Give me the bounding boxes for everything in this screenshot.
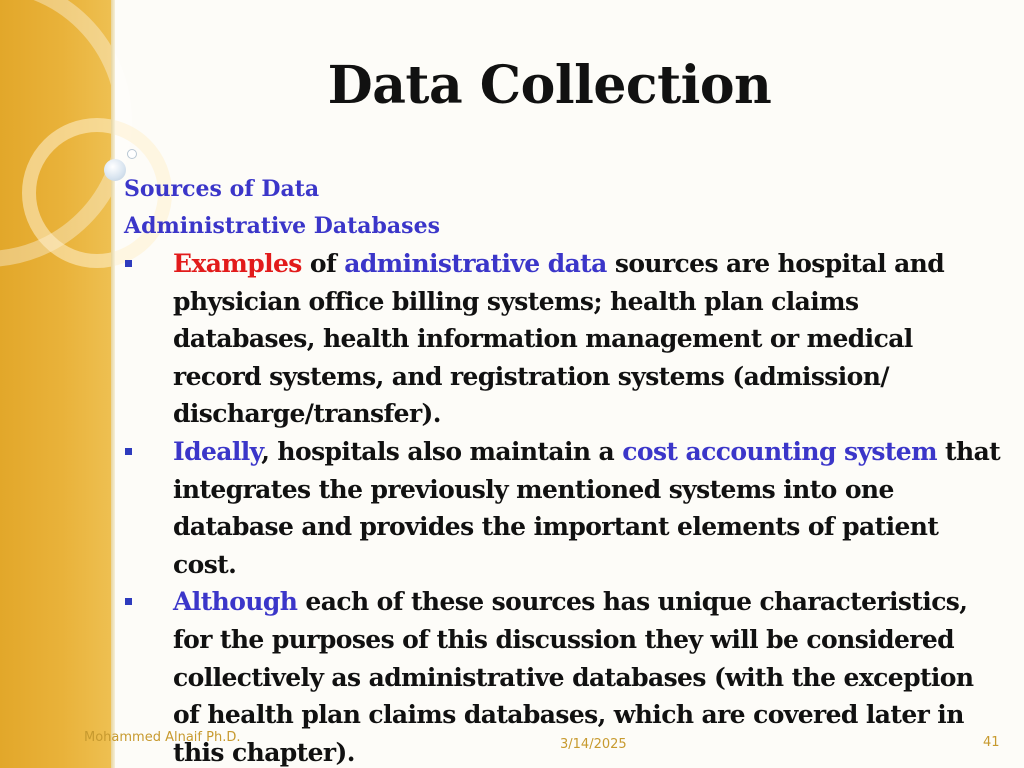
slide-title: Data Collection: [327, 55, 772, 116]
decorative-small-circle-icon: [127, 149, 137, 159]
decorative-circle-icon: [104, 159, 126, 181]
square-bullet-icon: [125, 260, 132, 267]
footer-date: 3/14/2025: [560, 737, 627, 752]
bullet-text: each of these sources has unique characteristics, for the purposes of this discussion they will be considered collectively as administrative databases (with the exception of health plan claims databases, which are covered later in this chapter).: [173, 587, 974, 767]
footer-author: Mohammed Alnaif Ph.D.: [84, 730, 241, 745]
bullet-item: [120, 433, 1005, 583]
bullet-highlight: administrative data: [344, 249, 607, 278]
square-bullet-icon: [125, 448, 132, 455]
bullet-lead-word: Ideally: [173, 436, 262, 466]
subtitle-administrative-databases: Administrative Databases: [124, 213, 440, 239]
bullet-lead-word: Examples: [173, 249, 302, 278]
square-bullet-icon: [125, 598, 132, 605]
bullet-highlight: cost accounting system: [622, 436, 937, 466]
subtitle-sources-of-data: Sources of Data: [124, 176, 320, 202]
bullet-list: [120, 245, 1005, 768]
bullet-text: , hospitals also maintain a: [261, 436, 623, 466]
bullet-text: that integrates the previously mentioned systems into one database and provides the important elements of patient cost.: [173, 436, 1001, 579]
bullet-text: of: [301, 249, 345, 278]
bullet-item: [120, 245, 1005, 433]
bullet-text: sources are hospital and physician office billing systems; health plan claims databases, health information management or medical record systems, and registration systems (admission/ discharge/transfer).: [173, 249, 945, 429]
footer-page-number: 41: [983, 735, 1000, 750]
bullet-lead-word: Although: [173, 587, 298, 617]
